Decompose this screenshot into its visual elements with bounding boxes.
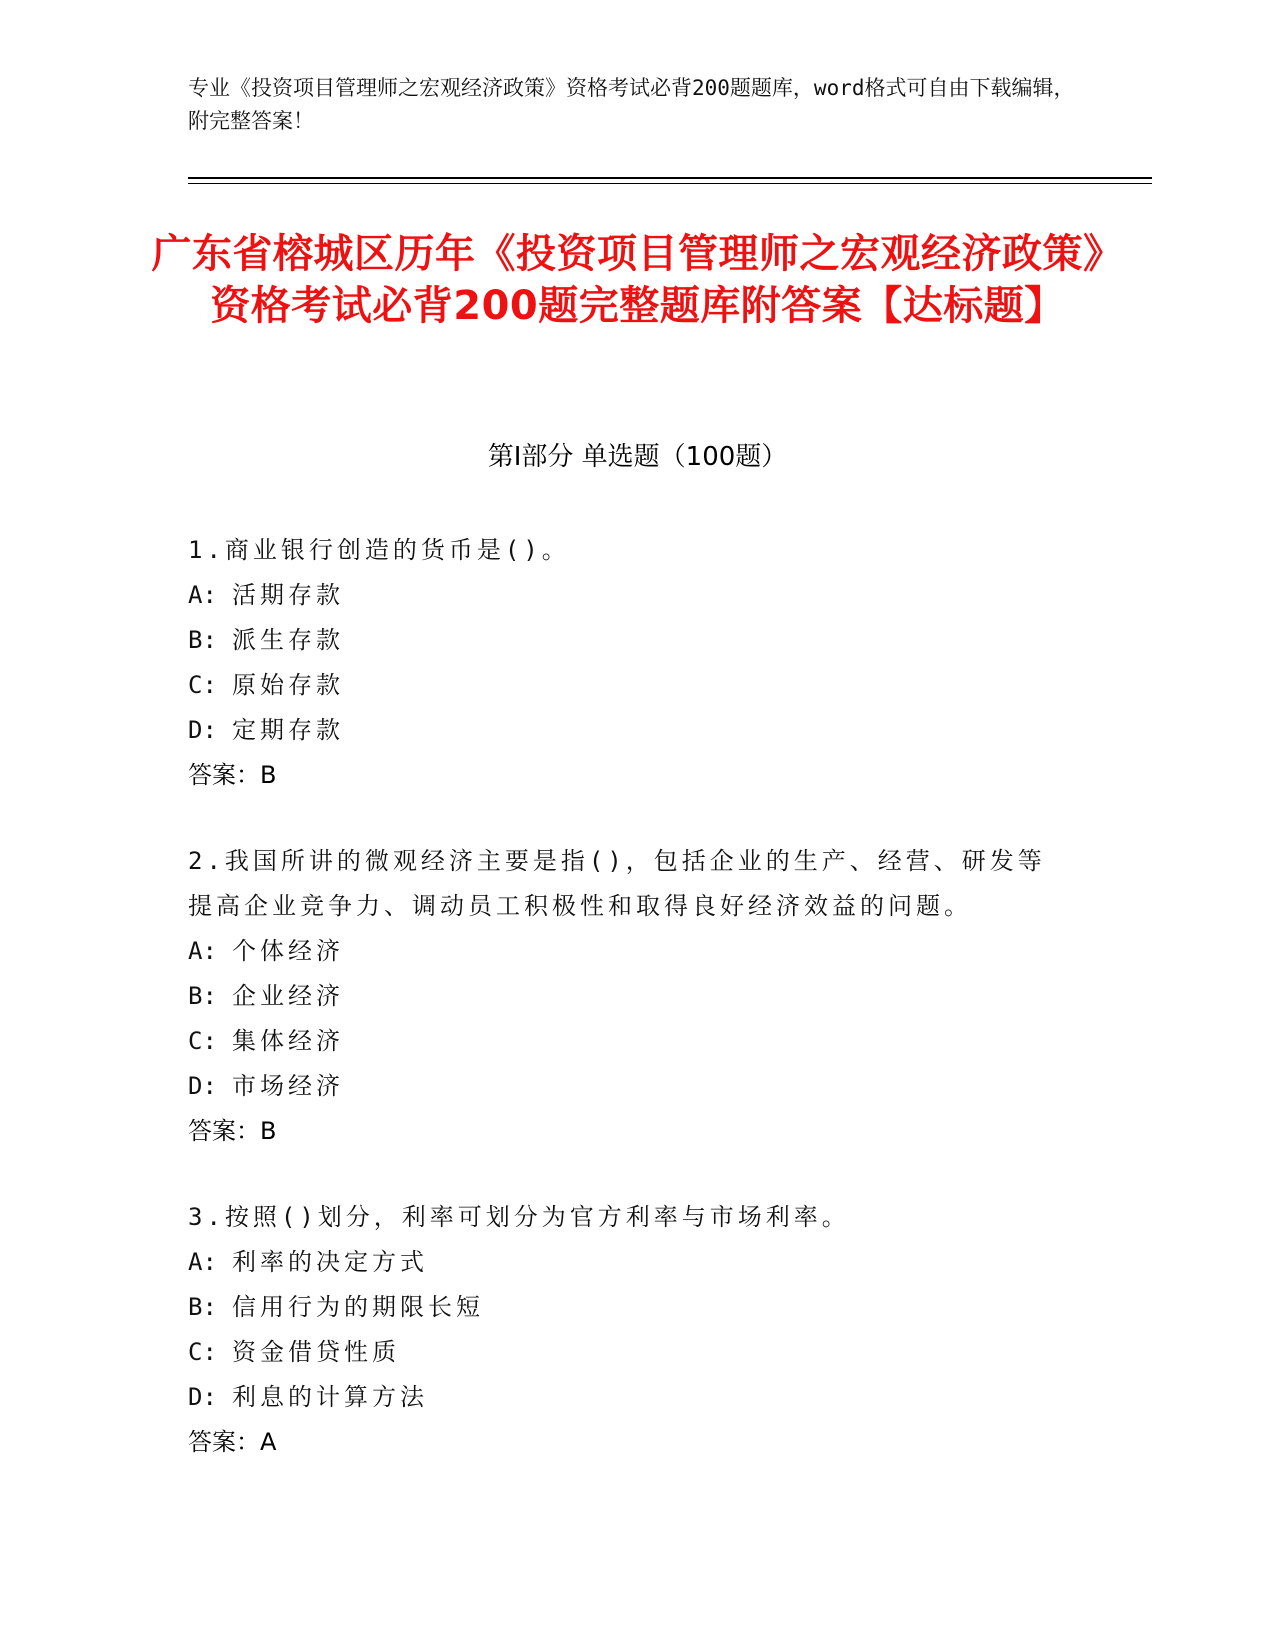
option-text: 派生存款 — [232, 626, 344, 654]
header-rule-thin — [188, 183, 1152, 184]
option-letter: D: — [188, 716, 217, 744]
answer-line: 答案：B — [188, 761, 277, 789]
option-text: 利息的计算方法 — [232, 1383, 428, 1411]
option-letter: A: — [188, 581, 217, 609]
option-b — [188, 618, 1068, 663]
question-stem: 2.我国所讲的微观经济主要是指()，包括企业的生产、经营、研发等提高企业竞争力、调动员工积极性和取得良好经济效益的问题。 — [188, 847, 1046, 920]
question-2 — [188, 839, 1068, 1154]
header-rule-thick — [188, 177, 1152, 179]
option-a — [188, 929, 1068, 974]
option-text: 资金借贷性质 — [232, 1338, 400, 1366]
option-c — [188, 1019, 1068, 1064]
option-letter: B: — [188, 626, 217, 654]
option-text: 企业经济 — [232, 982, 344, 1010]
question-list — [188, 528, 1068, 1506]
option-c — [188, 663, 1068, 708]
option-letter: D: — [188, 1383, 217, 1411]
option-letter: A: — [188, 1248, 217, 1276]
section-title: 第Ⅰ部分 单选题（100题） — [487, 442, 788, 472]
answer-line: 答案：A — [188, 1428, 277, 1456]
option-text: 定期存款 — [232, 716, 344, 744]
answer-line: 答案：B — [188, 1117, 277, 1145]
option-b — [188, 1285, 1068, 1330]
option-letter: C: — [188, 671, 217, 699]
question-3 — [188, 1195, 1068, 1465]
option-letter: A: — [188, 937, 217, 965]
option-a — [188, 1240, 1068, 1285]
document-title: 广东省榕城区历年《投资项目管理师之宏观经济政策》资格考试必背200题完整题库附答案【达标题】 — [151, 231, 1124, 329]
option-letter: D: — [188, 1072, 217, 1100]
option-letter: C: — [188, 1338, 217, 1366]
option-letter: B: — [188, 1293, 217, 1321]
option-d — [188, 708, 1068, 753]
question-1 — [188, 528, 1068, 798]
option-letter: B: — [188, 982, 217, 1010]
option-letter: C: — [188, 1027, 217, 1055]
option-text: 原始存款 — [232, 671, 344, 699]
option-a — [188, 573, 1068, 618]
option-text: 信用行为的期限长短 — [232, 1293, 484, 1321]
question-stem: 3.按照()划分，利率可划分为官方利率与市场利率。 — [188, 1203, 850, 1231]
option-text: 集体经济 — [232, 1027, 344, 1055]
option-text: 活期存款 — [232, 581, 344, 609]
option-text: 个体经济 — [232, 937, 344, 965]
option-d — [188, 1064, 1068, 1109]
option-b — [188, 974, 1068, 1019]
option-text: 市场经济 — [232, 1072, 344, 1100]
header-note: 专业《投资项目管理师之宏观经济政策》资格考试必背200题题库，word格式可自由下载编辑，附完整答案！ — [188, 76, 1075, 133]
question-stem: 1.商业银行创造的货币是()。 — [188, 536, 570, 564]
option-c — [188, 1330, 1068, 1375]
option-d — [188, 1375, 1068, 1420]
option-text: 利率的决定方式 — [232, 1248, 428, 1276]
